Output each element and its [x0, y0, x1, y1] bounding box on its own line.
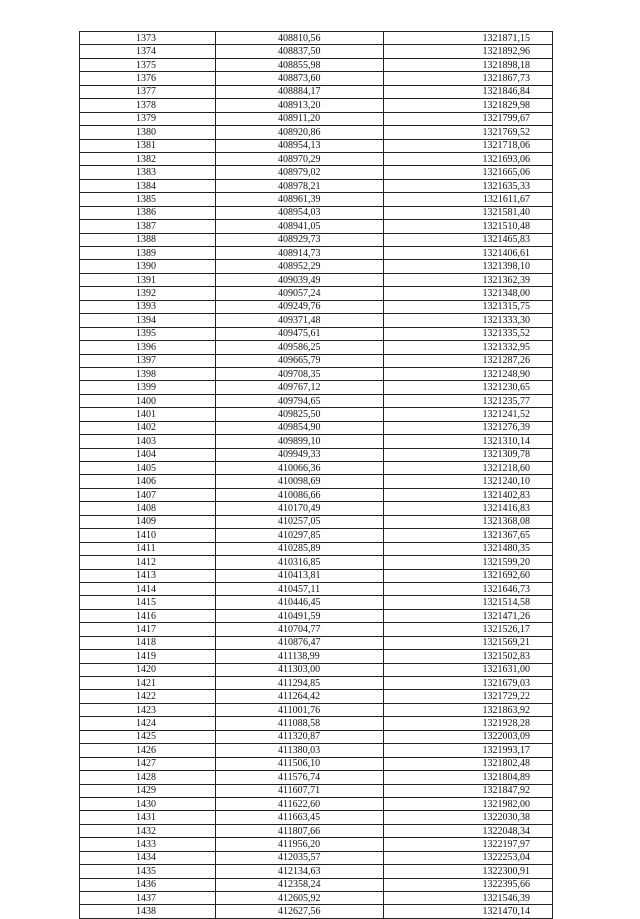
- table-row: [80, 636, 553, 649]
- y-coordinate-cell: 1321235,77: [384, 394, 553, 407]
- x-coordinate-cell: 412358,24: [216, 878, 384, 891]
- x-coordinate-cell: 408954,03: [216, 206, 384, 219]
- point-number-cell: 1430: [80, 797, 216, 810]
- table-row: [80, 865, 553, 878]
- point-number-cell: 1405: [80, 462, 216, 475]
- y-coordinate-cell: 1322395,66: [384, 878, 553, 891]
- table-row: [80, 421, 553, 434]
- point-number-cell: 1375: [80, 58, 216, 71]
- point-number-cell: 1426: [80, 744, 216, 757]
- table-row: [80, 878, 553, 891]
- table-row: [80, 179, 553, 192]
- point-number-cell: 1391: [80, 273, 216, 286]
- table-row: [80, 99, 553, 112]
- table-row: [80, 730, 553, 743]
- point-number-cell: 1381: [80, 139, 216, 152]
- y-coordinate-cell: 1321829,98: [384, 99, 553, 112]
- x-coordinate-cell: 410098,69: [216, 475, 384, 488]
- y-coordinate-cell: 1322048,34: [384, 824, 553, 837]
- y-coordinate-cell: 1321718,06: [384, 139, 553, 152]
- x-coordinate-cell: 411576,74: [216, 771, 384, 784]
- table-row: [80, 623, 553, 636]
- y-coordinate-cell: 1321480,35: [384, 542, 553, 555]
- x-coordinate-cell: 411622,60: [216, 797, 384, 810]
- y-coordinate-cell: 1321867,73: [384, 72, 553, 85]
- y-coordinate-cell: 1321367,65: [384, 529, 553, 542]
- x-coordinate-cell: 410285,89: [216, 542, 384, 555]
- point-number-cell: 1421: [80, 677, 216, 690]
- point-number-cell: 1399: [80, 381, 216, 394]
- point-number-cell: 1393: [80, 300, 216, 313]
- point-number-cell: 1388: [80, 233, 216, 246]
- x-coordinate-cell: 408941,05: [216, 220, 384, 233]
- x-coordinate-cell: 411956,20: [216, 838, 384, 851]
- x-coordinate-cell: 412627,56: [216, 905, 384, 918]
- point-number-cell: 1409: [80, 515, 216, 528]
- point-number-cell: 1418: [80, 636, 216, 649]
- x-coordinate-cell: 412605,92: [216, 892, 384, 905]
- table-row: [80, 690, 553, 703]
- x-coordinate-cell: 411294,85: [216, 677, 384, 690]
- table-row: [80, 677, 553, 690]
- point-number-cell: 1417: [80, 623, 216, 636]
- y-coordinate-cell: 1321646,73: [384, 582, 553, 595]
- x-coordinate-cell: 411088,58: [216, 717, 384, 730]
- table-row: [80, 569, 553, 582]
- y-coordinate-cell: 1321729,22: [384, 690, 553, 703]
- table-row: [80, 811, 553, 824]
- point-number-cell: 1436: [80, 878, 216, 891]
- table-row: [80, 260, 553, 273]
- y-coordinate-cell: 1321546,39: [384, 892, 553, 905]
- x-coordinate-cell: 409825,50: [216, 408, 384, 421]
- point-number-cell: 1407: [80, 488, 216, 501]
- x-coordinate-cell: 409249,76: [216, 300, 384, 313]
- y-coordinate-cell: 1321362,39: [384, 273, 553, 286]
- point-number-cell: 1406: [80, 475, 216, 488]
- y-coordinate-cell: 1322300,91: [384, 865, 553, 878]
- x-coordinate-cell: 410704,77: [216, 623, 384, 636]
- y-coordinate-cell: 1321846,84: [384, 85, 553, 98]
- x-coordinate-cell: 409371,48: [216, 314, 384, 327]
- table-row: [80, 488, 553, 501]
- point-number-cell: 1413: [80, 569, 216, 582]
- point-number-cell: 1389: [80, 247, 216, 260]
- x-coordinate-cell: 410876,47: [216, 636, 384, 649]
- point-number-cell: 1383: [80, 166, 216, 179]
- x-coordinate-cell: 410297,85: [216, 529, 384, 542]
- y-coordinate-cell: 1321892,96: [384, 45, 553, 58]
- x-coordinate-cell: 408978,21: [216, 179, 384, 192]
- table-row: [80, 851, 553, 864]
- table-row: [80, 206, 553, 219]
- y-coordinate-cell: 1321804,89: [384, 771, 553, 784]
- y-coordinate-cell: 1321514,58: [384, 596, 553, 609]
- table-row: [80, 394, 553, 407]
- point-number-cell: 1438: [80, 905, 216, 918]
- y-coordinate-cell: 1321599,20: [384, 556, 553, 569]
- x-coordinate-cell: 408911,20: [216, 112, 384, 125]
- x-coordinate-cell: 410316,85: [216, 556, 384, 569]
- x-coordinate-cell: 408952,29: [216, 260, 384, 273]
- x-coordinate-cell: 410491,59: [216, 609, 384, 622]
- table-row: [80, 112, 553, 125]
- x-coordinate-cell: 408979,02: [216, 166, 384, 179]
- x-coordinate-cell: 409767,12: [216, 381, 384, 394]
- y-coordinate-cell: 1321333,30: [384, 314, 553, 327]
- x-coordinate-cell: 410446,45: [216, 596, 384, 609]
- y-coordinate-cell: 1322003,09: [384, 730, 553, 743]
- point-number-cell: 1380: [80, 126, 216, 139]
- point-number-cell: 1394: [80, 314, 216, 327]
- table-row: [80, 502, 553, 515]
- y-coordinate-cell: 1321847,92: [384, 784, 553, 797]
- x-coordinate-cell: 408873,60: [216, 72, 384, 85]
- point-number-cell: 1423: [80, 703, 216, 716]
- point-number-cell: 1374: [80, 45, 216, 58]
- table-row: [80, 327, 553, 340]
- table-row: [80, 314, 553, 327]
- table-row: [80, 220, 553, 233]
- point-number-cell: 1392: [80, 287, 216, 300]
- y-coordinate-cell: 1321898,18: [384, 58, 553, 71]
- table-row: [80, 784, 553, 797]
- point-number-cell: 1432: [80, 824, 216, 837]
- y-coordinate-cell: 1321470,14: [384, 905, 553, 918]
- table-row: [80, 744, 553, 757]
- x-coordinate-cell: 412134,63: [216, 865, 384, 878]
- y-coordinate-cell: 1321693,06: [384, 152, 553, 165]
- x-coordinate-cell: 408970,29: [216, 152, 384, 165]
- y-coordinate-cell: 1321799,67: [384, 112, 553, 125]
- point-number-cell: 1427: [80, 757, 216, 770]
- table-row: [80, 32, 553, 45]
- y-coordinate-cell: 1321218,60: [384, 462, 553, 475]
- point-number-cell: 1429: [80, 784, 216, 797]
- table-row: [80, 435, 553, 448]
- table-row: [80, 85, 553, 98]
- y-coordinate-cell: 1321332,95: [384, 341, 553, 354]
- x-coordinate-cell: 411807,66: [216, 824, 384, 837]
- x-coordinate-cell: 410257,05: [216, 515, 384, 528]
- x-coordinate-cell: 411138,99: [216, 650, 384, 663]
- point-number-cell: 1376: [80, 72, 216, 85]
- table-row: [80, 515, 553, 528]
- y-coordinate-cell: 1321863,92: [384, 703, 553, 716]
- y-coordinate-cell: 1322197,97: [384, 838, 553, 851]
- x-coordinate-cell: 411506,10: [216, 757, 384, 770]
- table-row: [80, 905, 553, 918]
- y-coordinate-cell: 1321406,61: [384, 247, 553, 260]
- point-number-cell: 1395: [80, 327, 216, 340]
- y-coordinate-cell: 1321471,26: [384, 609, 553, 622]
- x-coordinate-cell: 411264,42: [216, 690, 384, 703]
- table-row: [80, 824, 553, 837]
- table-row: [80, 139, 553, 152]
- table-row: [80, 152, 553, 165]
- coordinate-table-body: [80, 32, 553, 919]
- table-row: [80, 287, 553, 300]
- y-coordinate-cell: 1321631,00: [384, 663, 553, 676]
- point-number-cell: 1398: [80, 367, 216, 380]
- y-coordinate-cell: 1321315,75: [384, 300, 553, 313]
- point-number-cell: 1373: [80, 32, 216, 45]
- x-coordinate-cell: 412035,57: [216, 851, 384, 864]
- x-coordinate-cell: 408855,98: [216, 58, 384, 71]
- point-number-cell: 1403: [80, 435, 216, 448]
- x-coordinate-cell: 411607,71: [216, 784, 384, 797]
- table-row: [80, 797, 553, 810]
- point-number-cell: 1437: [80, 892, 216, 905]
- point-number-cell: 1433: [80, 838, 216, 851]
- table-row: [80, 381, 553, 394]
- y-coordinate-cell: 1321692,60: [384, 569, 553, 582]
- point-number-cell: 1435: [80, 865, 216, 878]
- y-coordinate-cell: 1321769,52: [384, 126, 553, 139]
- point-number-cell: 1382: [80, 152, 216, 165]
- point-number-cell: 1377: [80, 85, 216, 98]
- x-coordinate-cell: 408914,73: [216, 247, 384, 260]
- y-coordinate-cell: 1321240,10: [384, 475, 553, 488]
- y-coordinate-cell: 1321679,03: [384, 677, 553, 690]
- table-row: [80, 341, 553, 354]
- x-coordinate-cell: 410413,81: [216, 569, 384, 582]
- table-row: [80, 273, 553, 286]
- y-coordinate-cell: 1321368,08: [384, 515, 553, 528]
- x-coordinate-cell: 409794,65: [216, 394, 384, 407]
- x-coordinate-cell: 408884,17: [216, 85, 384, 98]
- table-row: [80, 838, 553, 851]
- point-number-cell: 1396: [80, 341, 216, 354]
- table-row: [80, 233, 553, 246]
- y-coordinate-cell: 1321276,39: [384, 421, 553, 434]
- table-row: [80, 663, 553, 676]
- table-row: [80, 582, 553, 595]
- y-coordinate-cell: 1321982,00: [384, 797, 553, 810]
- table-row: [80, 542, 553, 555]
- point-number-cell: 1408: [80, 502, 216, 515]
- table-row: [80, 72, 553, 85]
- y-coordinate-cell: 1321802,48: [384, 757, 553, 770]
- table-row: [80, 367, 553, 380]
- y-coordinate-cell: 1321993,17: [384, 744, 553, 757]
- table-row: [80, 462, 553, 475]
- point-number-cell: 1401: [80, 408, 216, 421]
- point-number-cell: 1397: [80, 354, 216, 367]
- y-coordinate-cell: 1321309,78: [384, 448, 553, 461]
- y-coordinate-cell: 1321287,26: [384, 354, 553, 367]
- point-number-cell: 1434: [80, 851, 216, 864]
- point-number-cell: 1384: [80, 179, 216, 192]
- y-coordinate-cell: 1321510,48: [384, 220, 553, 233]
- table-row: [80, 771, 553, 784]
- x-coordinate-cell: 410066,36: [216, 462, 384, 475]
- point-number-cell: 1431: [80, 811, 216, 824]
- x-coordinate-cell: 409708,35: [216, 367, 384, 380]
- x-coordinate-cell: 409475,61: [216, 327, 384, 340]
- x-coordinate-cell: 409057,24: [216, 287, 384, 300]
- x-coordinate-cell: 409949,33: [216, 448, 384, 461]
- table-row: [80, 247, 553, 260]
- table-row: [80, 58, 553, 71]
- x-coordinate-cell: 410086,66: [216, 488, 384, 501]
- x-coordinate-cell: 408961,39: [216, 193, 384, 206]
- table-row: [80, 609, 553, 622]
- point-number-cell: 1414: [80, 582, 216, 595]
- point-number-cell: 1390: [80, 260, 216, 273]
- x-coordinate-cell: 409586,25: [216, 341, 384, 354]
- y-coordinate-cell: 1322030,38: [384, 811, 553, 824]
- x-coordinate-cell: 409039,49: [216, 273, 384, 286]
- x-coordinate-cell: 409665,79: [216, 354, 384, 367]
- y-coordinate-cell: 1322253,04: [384, 851, 553, 864]
- point-number-cell: 1416: [80, 609, 216, 622]
- table-row: [80, 448, 553, 461]
- point-number-cell: 1378: [80, 99, 216, 112]
- point-number-cell: 1415: [80, 596, 216, 609]
- table-row: [80, 193, 553, 206]
- y-coordinate-cell: 1321402,83: [384, 488, 553, 501]
- y-coordinate-cell: 1321230,65: [384, 381, 553, 394]
- point-number-cell: 1419: [80, 650, 216, 663]
- y-coordinate-cell: 1321928,28: [384, 717, 553, 730]
- y-coordinate-cell: 1321248,90: [384, 367, 553, 380]
- y-coordinate-cell: 1321310,14: [384, 435, 553, 448]
- coordinate-table: [79, 31, 553, 919]
- table-row: [80, 596, 553, 609]
- y-coordinate-cell: 1321569,21: [384, 636, 553, 649]
- point-number-cell: 1420: [80, 663, 216, 676]
- table-row: [80, 717, 553, 730]
- y-coordinate-cell: 1321241,52: [384, 408, 553, 421]
- x-coordinate-cell: 410457,11: [216, 582, 384, 595]
- table-row: [80, 529, 553, 542]
- x-coordinate-cell: 411663,45: [216, 811, 384, 824]
- x-coordinate-cell: 411320,87: [216, 730, 384, 743]
- y-coordinate-cell: 1321465,83: [384, 233, 553, 246]
- point-number-cell: 1422: [80, 690, 216, 703]
- point-number-cell: 1428: [80, 771, 216, 784]
- point-number-cell: 1386: [80, 206, 216, 219]
- point-number-cell: 1410: [80, 529, 216, 542]
- point-number-cell: 1425: [80, 730, 216, 743]
- point-number-cell: 1402: [80, 421, 216, 434]
- x-coordinate-cell: 411303,00: [216, 663, 384, 676]
- x-coordinate-cell: 411001,76: [216, 703, 384, 716]
- x-coordinate-cell: 409899,10: [216, 435, 384, 448]
- point-number-cell: 1385: [80, 193, 216, 206]
- table-row: [80, 703, 553, 716]
- y-coordinate-cell: 1321581,40: [384, 206, 553, 219]
- y-coordinate-cell: 1321526,17: [384, 623, 553, 636]
- x-coordinate-cell: 408837,50: [216, 45, 384, 58]
- table-row: [80, 166, 553, 179]
- table-row: [80, 408, 553, 421]
- x-coordinate-cell: 411380,03: [216, 744, 384, 757]
- y-coordinate-cell: 1321416,83: [384, 502, 553, 515]
- table-row: [80, 757, 553, 770]
- y-coordinate-cell: 1321635,33: [384, 179, 553, 192]
- x-coordinate-cell: 410170,49: [216, 502, 384, 515]
- x-coordinate-cell: 408810,56: [216, 32, 384, 45]
- point-number-cell: 1404: [80, 448, 216, 461]
- table-row: [80, 354, 553, 367]
- point-number-cell: 1387: [80, 220, 216, 233]
- x-coordinate-cell: 408954,13: [216, 139, 384, 152]
- point-number-cell: 1400: [80, 394, 216, 407]
- y-coordinate-cell: 1321871,15: [384, 32, 553, 45]
- x-coordinate-cell: 408920,86: [216, 126, 384, 139]
- y-coordinate-cell: 1321335,52: [384, 327, 553, 340]
- table-row: [80, 892, 553, 905]
- x-coordinate-cell: 408913,20: [216, 99, 384, 112]
- table-row: [80, 45, 553, 58]
- table-row: [80, 300, 553, 313]
- y-coordinate-cell: 1321348,00: [384, 287, 553, 300]
- point-number-cell: 1412: [80, 556, 216, 569]
- point-number-cell: 1424: [80, 717, 216, 730]
- table-row: [80, 556, 553, 569]
- table-row: [80, 475, 553, 488]
- table-row: [80, 126, 553, 139]
- y-coordinate-cell: 1321665,06: [384, 166, 553, 179]
- point-number-cell: 1379: [80, 112, 216, 125]
- x-coordinate-cell: 408929,73: [216, 233, 384, 246]
- y-coordinate-cell: 1321611,67: [384, 193, 553, 206]
- x-coordinate-cell: 409854,90: [216, 421, 384, 434]
- y-coordinate-cell: 1321398,10: [384, 260, 553, 273]
- point-number-cell: 1411: [80, 542, 216, 555]
- table-row: [80, 650, 553, 663]
- y-coordinate-cell: 1321502,83: [384, 650, 553, 663]
